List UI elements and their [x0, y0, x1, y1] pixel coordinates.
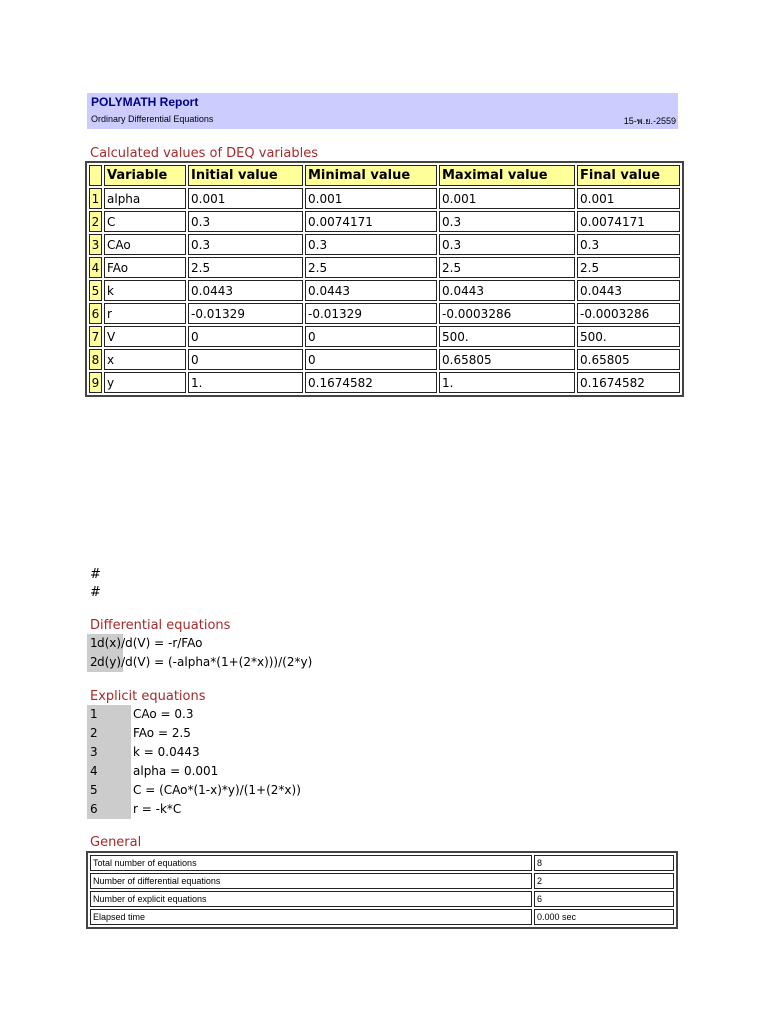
deq-minimal-value: -0.01329 [305, 303, 437, 324]
explicit-equation-text: FAo = 2.5 [133, 726, 191, 740]
deq-row-index: 1 [89, 188, 102, 209]
deq-row-index: 4 [89, 257, 102, 278]
deq-variable: V [104, 326, 186, 347]
deq-minimal-value: 0 [305, 349, 437, 370]
deq-row [89, 188, 680, 209]
deq-initial-value: 1. [188, 372, 303, 393]
differential-equation-text: d(x)/d(V) = -r/FAo [97, 636, 203, 650]
deq-row-index: 5 [89, 280, 102, 301]
deq-row-index: 9 [89, 372, 102, 393]
deq-row-index: 7 [89, 326, 102, 347]
deq-maximal-value: -0.0003286 [439, 303, 575, 324]
deq-final-value: 2.5 [577, 257, 680, 278]
report-date: 15-พ.ย.-2559 [623, 116, 676, 126]
general-value: 8 [534, 855, 674, 871]
deq-maximal-value: 500. [439, 326, 575, 347]
deq-final-value: 0.0074171 [577, 211, 680, 232]
deq-final-value: -0.0003286 [577, 303, 680, 324]
deq-final-value: 0.001 [577, 188, 680, 209]
deq-variable: FAo [104, 257, 186, 278]
explicit-section-title: Explicit equations [90, 689, 206, 704]
deq-maximal-value: 0.65805 [439, 349, 575, 370]
deq-header-final: Final value [577, 165, 680, 186]
deq-row [89, 211, 680, 232]
explicit-equation-number: 1 [87, 705, 131, 724]
deq-maximal-value: 0.3 [439, 211, 575, 232]
deq-row-index: 6 [89, 303, 102, 324]
differential-equation-text: d(y)/d(V) = (-alpha*(1+(2*x)))/(2*y) [97, 655, 313, 669]
deq-final-value: 0.3 [577, 234, 680, 255]
deq-row [89, 349, 680, 370]
general-value: 6 [534, 891, 674, 907]
deq-row [89, 303, 680, 324]
deq-row-index: 2 [89, 211, 102, 232]
deq-variable: alpha [104, 188, 186, 209]
deq-row [89, 326, 680, 347]
general-row [90, 909, 674, 925]
deq-minimal-value: 0.0074171 [305, 211, 437, 232]
general-row [90, 873, 674, 889]
deq-row [89, 280, 680, 301]
deq-header-index [89, 165, 102, 186]
explicit-equation-number: 4 [87, 762, 131, 781]
deq-header-minimal: Minimal value [305, 165, 437, 186]
deq-minimal-value: 0.1674582 [305, 372, 437, 393]
deq-final-value: 0.65805 [577, 349, 680, 370]
general-table [86, 851, 678, 929]
deq-header-row [89, 165, 680, 186]
deq-initial-value: 0.3 [188, 234, 303, 255]
explicit-equation-text: alpha = 0.001 [133, 764, 219, 778]
deq-row-index: 8 [89, 349, 102, 370]
deq-final-value: 500. [577, 326, 680, 347]
general-value: 0.000 sec [534, 909, 674, 925]
explicit-equation-text: C = (CAo*(1-x)*y)/(1+(2*x)) [133, 783, 301, 797]
deq-maximal-value: 2.5 [439, 257, 575, 278]
deq-initial-value: 0 [188, 326, 303, 347]
deq-row [89, 257, 680, 278]
hash-mark: # [90, 585, 101, 600]
deq-minimal-value: 0.001 [305, 188, 437, 209]
deq-header-initial: Initial value [188, 165, 303, 186]
explicit-equation-text: CAo = 0.3 [133, 707, 194, 721]
deq-header-variable: Variable [104, 165, 186, 186]
deq-initial-value: 2.5 [188, 257, 303, 278]
deq-variable: x [104, 349, 186, 370]
deq-initial-value: 0 [188, 349, 303, 370]
explicit-equation-number: 3 [87, 743, 131, 762]
deq-section-title: Calculated values of DEQ variables [90, 146, 318, 161]
explicit-equation-number: 6 [87, 800, 131, 819]
report-subtitle: Ordinary Differential Equations [91, 114, 214, 124]
deq-final-value: 0.1674582 [577, 372, 680, 393]
deq-initial-value: -0.01329 [188, 303, 303, 324]
general-label: Number of explicit equations [90, 891, 532, 907]
deq-maximal-value: 0.3 [439, 234, 575, 255]
differential-section-title: Differential equations [90, 618, 231, 633]
deq-variable: C [104, 211, 186, 232]
deq-initial-value: 0.3 [188, 211, 303, 232]
general-label: Number of differential equations [90, 873, 532, 889]
deq-row [89, 234, 680, 255]
deq-variable: y [104, 372, 186, 393]
deq-minimal-value: 2.5 [305, 257, 437, 278]
deq-maximal-value: 1. [439, 372, 575, 393]
general-row [90, 855, 674, 871]
deq-variable: r [104, 303, 186, 324]
deq-maximal-value: 0.0443 [439, 280, 575, 301]
explicit-equation-text: r = -k*C [133, 802, 182, 816]
differential-equation-number: 2 [87, 653, 123, 672]
explicit-equation-number: 5 [87, 781, 131, 800]
deq-variable: k [104, 280, 186, 301]
deq-minimal-value: 0.3 [305, 234, 437, 255]
explicit-equation-text: k = 0.0443 [133, 745, 200, 759]
deq-header-maximal: Maximal value [439, 165, 575, 186]
deq-row [89, 372, 680, 393]
deq-final-value: 0.0443 [577, 280, 680, 301]
general-label: Total number of equations [90, 855, 532, 871]
report-title: POLYMATH Report [91, 95, 199, 109]
deq-initial-value: 0.001 [188, 188, 303, 209]
general-value: 2 [534, 873, 674, 889]
general-label: Elapsed time [90, 909, 532, 925]
deq-maximal-value: 0.001 [439, 188, 575, 209]
differential-equation-number: 1 [87, 634, 123, 653]
general-row [90, 891, 674, 907]
deq-row-index: 3 [89, 234, 102, 255]
deq-minimal-value: 0.0443 [305, 280, 437, 301]
deq-initial-value: 0.0443 [188, 280, 303, 301]
report-header [87, 93, 678, 129]
deq-minimal-value: 0 [305, 326, 437, 347]
hash-mark: # [90, 567, 101, 582]
deq-table [85, 161, 684, 397]
explicit-equation-number: 2 [87, 724, 131, 743]
general-section-title: General [90, 835, 142, 850]
deq-variable: CAo [104, 234, 186, 255]
